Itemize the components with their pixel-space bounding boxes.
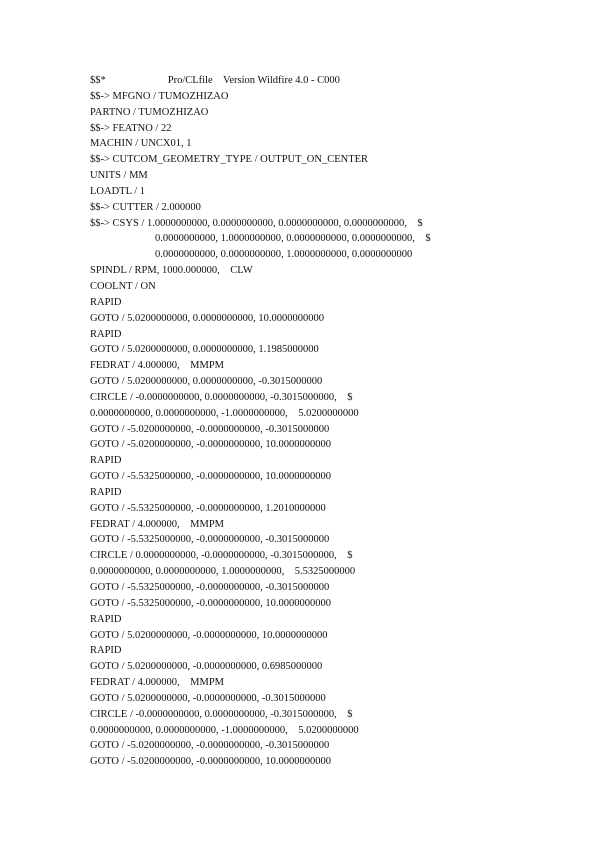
code-line-continuation: 0.0000000000, 0.0000000000, 1.0000000000, 0.0000000000 [155, 249, 413, 261]
code-line: 0.0000000000, 0.0000000000, -1.0000000000, 5.0200000000 [90, 407, 359, 419]
code-line: CIRCLE / -0.0000000000, 0.0000000000, -0.3015000000, $ [90, 391, 353, 403]
code-line: $$-> MFGNO / TUMOZHIZAO [90, 90, 229, 102]
code-line: GOTO / -5.0200000000, -0.0000000000, -0.3015000000 [90, 423, 330, 435]
header-title: Pro/CLfile Version Wildfire 4.0 - C000 [167, 75, 340, 86]
code-line: GOTO / 5.0200000000, -0.0000000000, 0.6985000000 [90, 661, 323, 673]
code-line: SPINDL / RPM, 1000.000000, CLW [90, 265, 253, 277]
code-line: GOTO / -5.5325000000, -0.0000000000, 10.0000000000 [90, 597, 332, 609]
code-line: RAPID [90, 328, 122, 340]
code-line: MACHIN / UNCX01, 1 [90, 138, 192, 150]
code-line: LOADTL / 1 [90, 185, 146, 197]
code-line: 0.0000000000, 0.0000000000, 1.0000000000, 5.5325000000 [90, 566, 356, 578]
code-line: GOTO / -5.5325000000, -0.0000000000, -0.3015000000 [90, 582, 330, 593]
code-line: 0.0000000000, 0.0000000000, -1.0000000000, 5.0200000000 [90, 724, 359, 736]
code-line: GOTO / 5.0200000000, 0.0000000000, 10.0000000000 [90, 312, 325, 324]
header-line [90, 73, 590, 89]
code-line: CIRCLE / 0.0000000000, -0.0000000000, -0.3015000000, $ [90, 550, 353, 562]
code-line: GOTO / -5.0200000000, -0.0000000000, -0.3015000000 [90, 740, 330, 752]
code-line: RAPID [90, 455, 122, 467]
code-line: $$-> CSYS / 1.0000000000, 0.0000000000, 0.0000000000, 0.0000000000, $ [90, 217, 423, 229]
code-line: GOTO / 5.0200000000, 0.0000000000, -0.3015000000 [90, 376, 323, 388]
code-line: RAPID [90, 613, 122, 625]
code-line: GOTO / -5.5325000000, -0.0000000000, 10.0000000000 [90, 471, 332, 483]
code-line: $$-> CUTTER / 2.000000 [90, 201, 201, 213]
code-line: UNITS / MM [90, 170, 148, 182]
code-line: RAPID [90, 486, 122, 498]
header-marker: $$* [90, 75, 106, 86]
code-line: $$-> CUTCOM_GEOMETRY_TYPE / OUTPUT_ON_CENTER [90, 154, 369, 166]
code-line: GOTO / 5.0200000000, -0.0000000000, 10.0000000000 [90, 629, 328, 641]
code-line: FEDRAT / 4.000000, MMPM [90, 360, 224, 372]
code-line: RAPID [90, 296, 122, 308]
code-line: GOTO / -5.0200000000, -0.0000000000, 10.0000000000 [90, 439, 332, 451]
code-line-continuation: 0.0000000000, 1.0000000000, 0.0000000000, 0.0000000000, $ [155, 233, 431, 245]
code-line: RAPID [90, 645, 122, 657]
code-line: PARTNO / TUMOZHIZAO [90, 106, 209, 118]
code-line: GOTO / 5.0200000000, 0.0000000000, 1.1985000000 [90, 344, 319, 356]
code-line: GOTO / -5.0200000000, -0.0000000000, 10.0000000000 [90, 756, 332, 768]
code-line: GOTO / -5.5325000000, -0.0000000000, 1.2010000000 [90, 502, 326, 514]
code-line: GOTO / -5.5325000000, -0.0000000000, -0.3015000000 [90, 534, 330, 546]
clfile-listing [90, 73, 590, 770]
code-line: $$-> FEATNO / 22 [90, 122, 172, 134]
code-line: CIRCLE / -0.0000000000, 0.0000000000, -0.3015000000, $ [90, 708, 353, 720]
code-line: FEDRAT / 4.000000, MMPM [90, 518, 224, 530]
code-line: GOTO / 5.0200000000, -0.0000000000, -0.3015000000 [90, 692, 326, 704]
code-line: COOLNT / ON [90, 280, 156, 292]
code-line: FEDRAT / 4.000000, MMPM [90, 677, 224, 689]
